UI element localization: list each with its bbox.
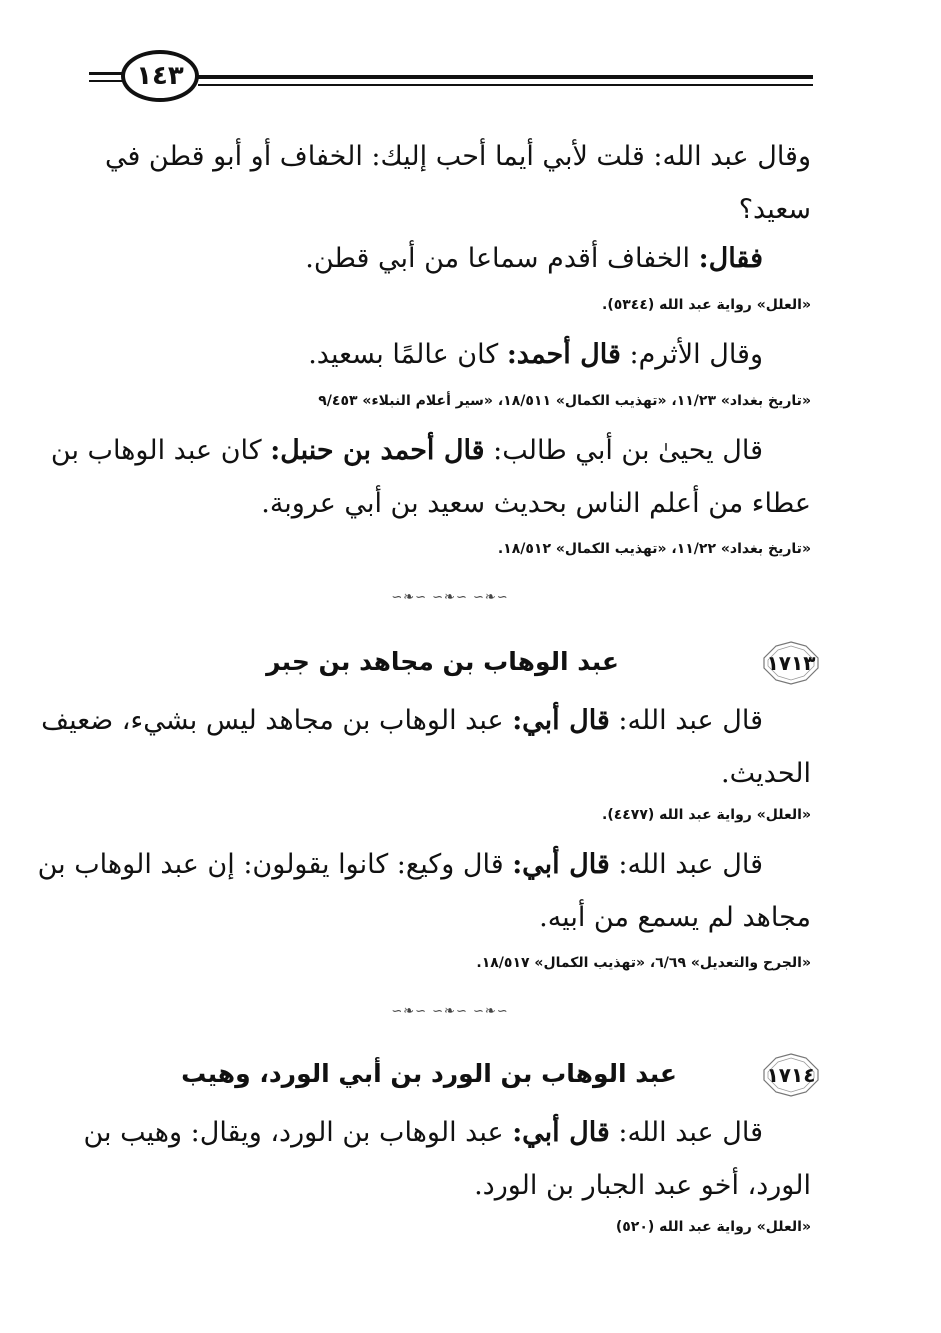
reference-note: «الجرح والتعديل» ٦/٦٩، «تهذيب الكمال» ١٨/٥١٧. — [476, 955, 811, 971]
paragraph-line — [163, 338, 763, 372]
paragraph-line: وقال عبد الله: قلت لأبي أيما أحب إليك: الخفاف أو أبو قطن في — [104, 141, 811, 172]
paragraph-line: عطاء من أعلم الناس بحديث سعيد بن أبي عروبة. — [261, 488, 811, 519]
bold-phrase: فقال: — [698, 243, 763, 274]
bold-phrase: قال أبي: — [512, 849, 610, 880]
text-run: كان عالمًا بسعيد. — [308, 339, 507, 370]
paragraph-line: مجاهد لم يسمع من أبيه. — [539, 902, 811, 933]
paragraph-line: الحديث. — [721, 758, 811, 789]
reference-note: «العلل» رواية عبد الله (٤٤٧٧). — [602, 807, 811, 823]
entry-number: ١٧١٣ — [766, 651, 816, 675]
text-run: قال يحيىٰ بن أبي طالب: — [484, 435, 763, 466]
header-rule-right-lower — [198, 84, 813, 86]
entry-number-badge — [760, 640, 822, 686]
paragraph-line: الورد، أخو عبد الجبار بن الورد. — [474, 1170, 811, 1201]
paragraph-line — [163, 242, 763, 276]
bold-phrase: قال أحمد بن حنبل: — [270, 435, 485, 466]
text-run: وقال الأثرم: — [620, 339, 763, 370]
paragraph-line — [83, 1116, 763, 1150]
header-rule-right — [198, 75, 813, 79]
paragraph-line — [41, 704, 763, 738]
entry-number-badge — [760, 1052, 822, 1098]
reference-note: «تاريخ بغداد» ١١/٢٢، «تهذيب الكمال» ١٨/٥١٢. — [497, 541, 811, 557]
entry-heading: عبد الوهاب بن مجاهد بن جبر — [266, 647, 619, 676]
entry-heading: عبد الوهاب بن الورد بن أبي الورد، وهيب — [181, 1059, 677, 1088]
bold-phrase: قال أبي: — [512, 705, 610, 736]
text-run: قال وكيع: كانوا يقولون: إن عبد الوهاب بن — [37, 849, 513, 880]
header-rule-left — [89, 72, 123, 75]
text-run: قال عبد الله: — [609, 1117, 763, 1148]
text-run: قال عبد الله: — [609, 705, 763, 736]
reference-note: «العلل» رواية عبد الله (٥٢٠) — [615, 1219, 811, 1235]
text-run: قال عبد الله: — [609, 849, 763, 880]
header-rule-left-lower — [89, 80, 123, 82]
paragraph-line — [50, 434, 763, 468]
text-run: كان عبد الوهاب بن — [50, 435, 271, 466]
section-divider: ∽❧∽ ∽❧∽ ∽❧∽ — [391, 590, 509, 605]
page-number: ١٤٣ — [121, 50, 199, 102]
text-run: عبد الوهاب بن الورد، ويقال: وهيب بن — [83, 1117, 513, 1148]
paragraph-line: سعيد؟ — [738, 194, 811, 225]
reference-note: «العلل» رواية عبد الله (٥٣٤٤). — [602, 297, 811, 313]
paragraph-line — [37, 848, 763, 882]
reference-note: «تاريخ بغداد» ١١/٢٣، «تهذيب الكمال» ١٨/٥١١، «سير أعلام النبلاء» ٩/٤٥٣ — [318, 393, 811, 409]
bold-phrase: قال أبي: — [512, 1117, 610, 1148]
text-run: الخفاف أقدم سماعا من أبي قطن. — [305, 243, 699, 274]
bold-phrase: قال أحمد: — [506, 339, 621, 370]
section-divider: ∽❧∽ ∽❧∽ ∽❧∽ — [391, 1004, 509, 1019]
text-run: عبد الوهاب بن مجاهد ليس بشيء، ضعيف — [41, 705, 513, 736]
entry-number: ١٧١٤ — [766, 1063, 816, 1087]
